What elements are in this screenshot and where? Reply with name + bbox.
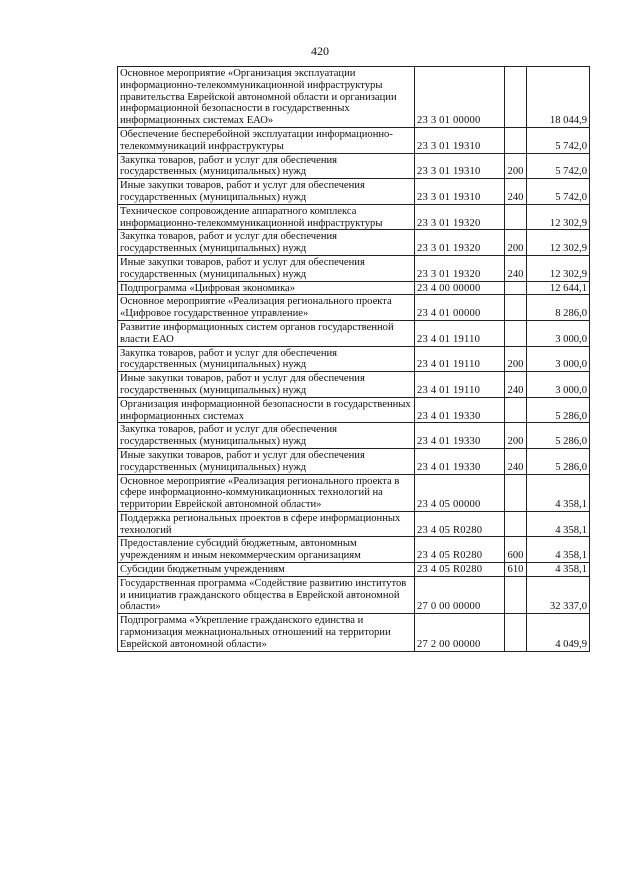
row-code: 23 4 01 00000 [415,295,505,321]
page-number: 420 [311,44,329,58]
row-name: Подпрограмма «Цифровая экономика» [118,281,415,295]
table-row [118,346,590,372]
row-name: Поддержка региональных проектов в сфере информационных технологий [118,511,415,537]
row-code: 27 2 00 00000 [415,614,505,651]
row-sum: 5 286,0 [527,423,590,449]
row-code: 23 4 05 00000 [415,474,505,511]
row-sum: 4 358,1 [527,563,590,577]
row-vr [505,397,527,423]
row-vr [505,67,527,128]
row-code: 23 3 01 19320 [415,255,505,281]
row-sum: 5 742,0 [527,153,590,179]
row-code: 23 3 01 19310 [415,153,505,179]
row-sum: 5 742,0 [527,127,590,153]
row-code: 23 4 05 R0280 [415,563,505,577]
row-code: 23 4 01 19330 [415,397,505,423]
table-row [118,563,590,577]
row-sum: 32 337,0 [527,576,590,613]
table-row [118,67,590,128]
row-sum: 12 302,9 [527,255,590,281]
row-code: 23 4 01 19110 [415,346,505,372]
row-code: 23 3 01 19310 [415,127,505,153]
row-sum: 12 302,9 [527,230,590,256]
row-name: Обеспечение бесперебойной эксплуатации информационно-телекоммуникаций инфраструктуры [118,127,415,153]
row-code: 27 0 00 00000 [415,576,505,613]
row-code: 23 3 01 00000 [415,67,505,128]
row-code: 23 4 01 19330 [415,423,505,449]
table-row [118,320,590,346]
row-sum: 4 358,1 [527,511,590,537]
table-row [118,127,590,153]
table-row [118,230,590,256]
table-row [118,295,590,321]
row-name: Предоставление субсидий бюджетным, автономным учреждениям и иным некоммерческим организациям [118,537,415,563]
row-sum: 5 286,0 [527,397,590,423]
row-vr: 200 [505,423,527,449]
row-vr [505,474,527,511]
row-vr [505,295,527,321]
row-name: Основное мероприятие «Реализация регионального проекта «Цифровое государственное управление» [118,295,415,321]
table-row [118,448,590,474]
row-name: Иные закупки товаров, работ и услуг для обеспечения государственных (муниципальных) нужд [118,179,415,205]
row-name: Субсидии бюджетным учреждениям [118,563,415,577]
row-name: Иные закупки товаров, работ и услуг для обеспечения государственных (муниципальных) нужд [118,372,415,398]
row-vr [505,614,527,651]
row-code: 23 3 01 19310 [415,179,505,205]
table-row [118,537,590,563]
row-vr: 200 [505,153,527,179]
row-name: Закупка товаров, работ и услуг для обеспечения государственных (муниципальных) нужд [118,346,415,372]
row-name: Закупка товаров, работ и услуг для обеспечения государственных (муниципальных) нужд [118,153,415,179]
table-row [118,397,590,423]
row-vr: 610 [505,563,527,577]
table-row [118,153,590,179]
row-sum: 4 358,1 [527,474,590,511]
row-sum: 3 000,0 [527,372,590,398]
row-code: 23 4 05 R0280 [415,537,505,563]
row-sum: 8 286,0 [527,295,590,321]
row-code: 23 4 01 19110 [415,372,505,398]
row-vr: 240 [505,448,527,474]
table-row [118,255,590,281]
row-vr: 240 [505,255,527,281]
row-name: Иные закупки товаров, работ и услуг для обеспечения государственных (муниципальных) нужд [118,255,415,281]
row-sum: 5 742,0 [527,179,590,205]
row-name: Государственная программа «Содействие развитию институтов и инициатив гражданского общества в Еврейской автономной области» [118,576,415,613]
table-row [118,204,590,230]
budget-table-body [118,67,590,652]
row-vr: 200 [505,346,527,372]
row-sum: 3 000,0 [527,320,590,346]
row-code: 23 4 00 00000 [415,281,505,295]
row-vr [505,281,527,295]
row-vr: 240 [505,372,527,398]
budget-table [117,66,590,652]
row-code: 23 3 01 19320 [415,204,505,230]
row-sum: 18 044,9 [527,67,590,128]
row-sum: 4 358,1 [527,537,590,563]
row-name: Иные закупки товаров, работ и услуг для обеспечения государственных (муниципальных) нужд [118,448,415,474]
row-sum: 12 302,9 [527,204,590,230]
row-code: 23 3 01 19320 [415,230,505,256]
table-row [118,179,590,205]
table-row [118,423,590,449]
row-name: Развитие информационных систем органов государственной власти ЕАО [118,320,415,346]
table-row [118,511,590,537]
row-sum: 12 644,1 [527,281,590,295]
row-code: 23 4 01 19330 [415,448,505,474]
row-vr [505,127,527,153]
row-vr: 240 [505,179,527,205]
table-row [118,281,590,295]
row-name: Закупка товаров, работ и услуг для обеспечения государственных (муниципальных) нужд [118,230,415,256]
row-name: Техническое сопровождение аппаратного комплекса информационно-телекоммуникационной инфраструктуры [118,204,415,230]
row-name: Подпрограмма «Укрепление гражданского единства и гармонизация межнациональных отношений на территории Еврейской автономной области» [118,614,415,651]
table-row [118,372,590,398]
table-row [118,576,590,613]
row-sum: 3 000,0 [527,346,590,372]
row-name: Основное мероприятие «Реализация регионального проекта в сфере информационно-коммуникационных технологий на территории Еврейской автономной области» [118,474,415,511]
table-row [118,474,590,511]
row-code: 23 4 01 19110 [415,320,505,346]
row-name: Организация информационной безопасности в государственных информационных системах [118,397,415,423]
row-name: Основное мероприятие «Организация эксплуатации информационно-телекоммуникационной инфраструктуры правительства Еврейской автономной области и организации информационной безопасности в государственных информационных системах ЕАО» [118,67,415,128]
row-vr: 600 [505,537,527,563]
row-vr [505,204,527,230]
row-name: Закупка товаров, работ и услуг для обеспечения государственных (муниципальных) нужд [118,423,415,449]
row-vr: 200 [505,230,527,256]
row-vr [505,511,527,537]
row-sum: 4 049,9 [527,614,590,651]
row-sum: 5 286,0 [527,448,590,474]
table-row [118,614,590,651]
row-vr [505,576,527,613]
row-vr [505,320,527,346]
row-code: 23 4 05 R0280 [415,511,505,537]
